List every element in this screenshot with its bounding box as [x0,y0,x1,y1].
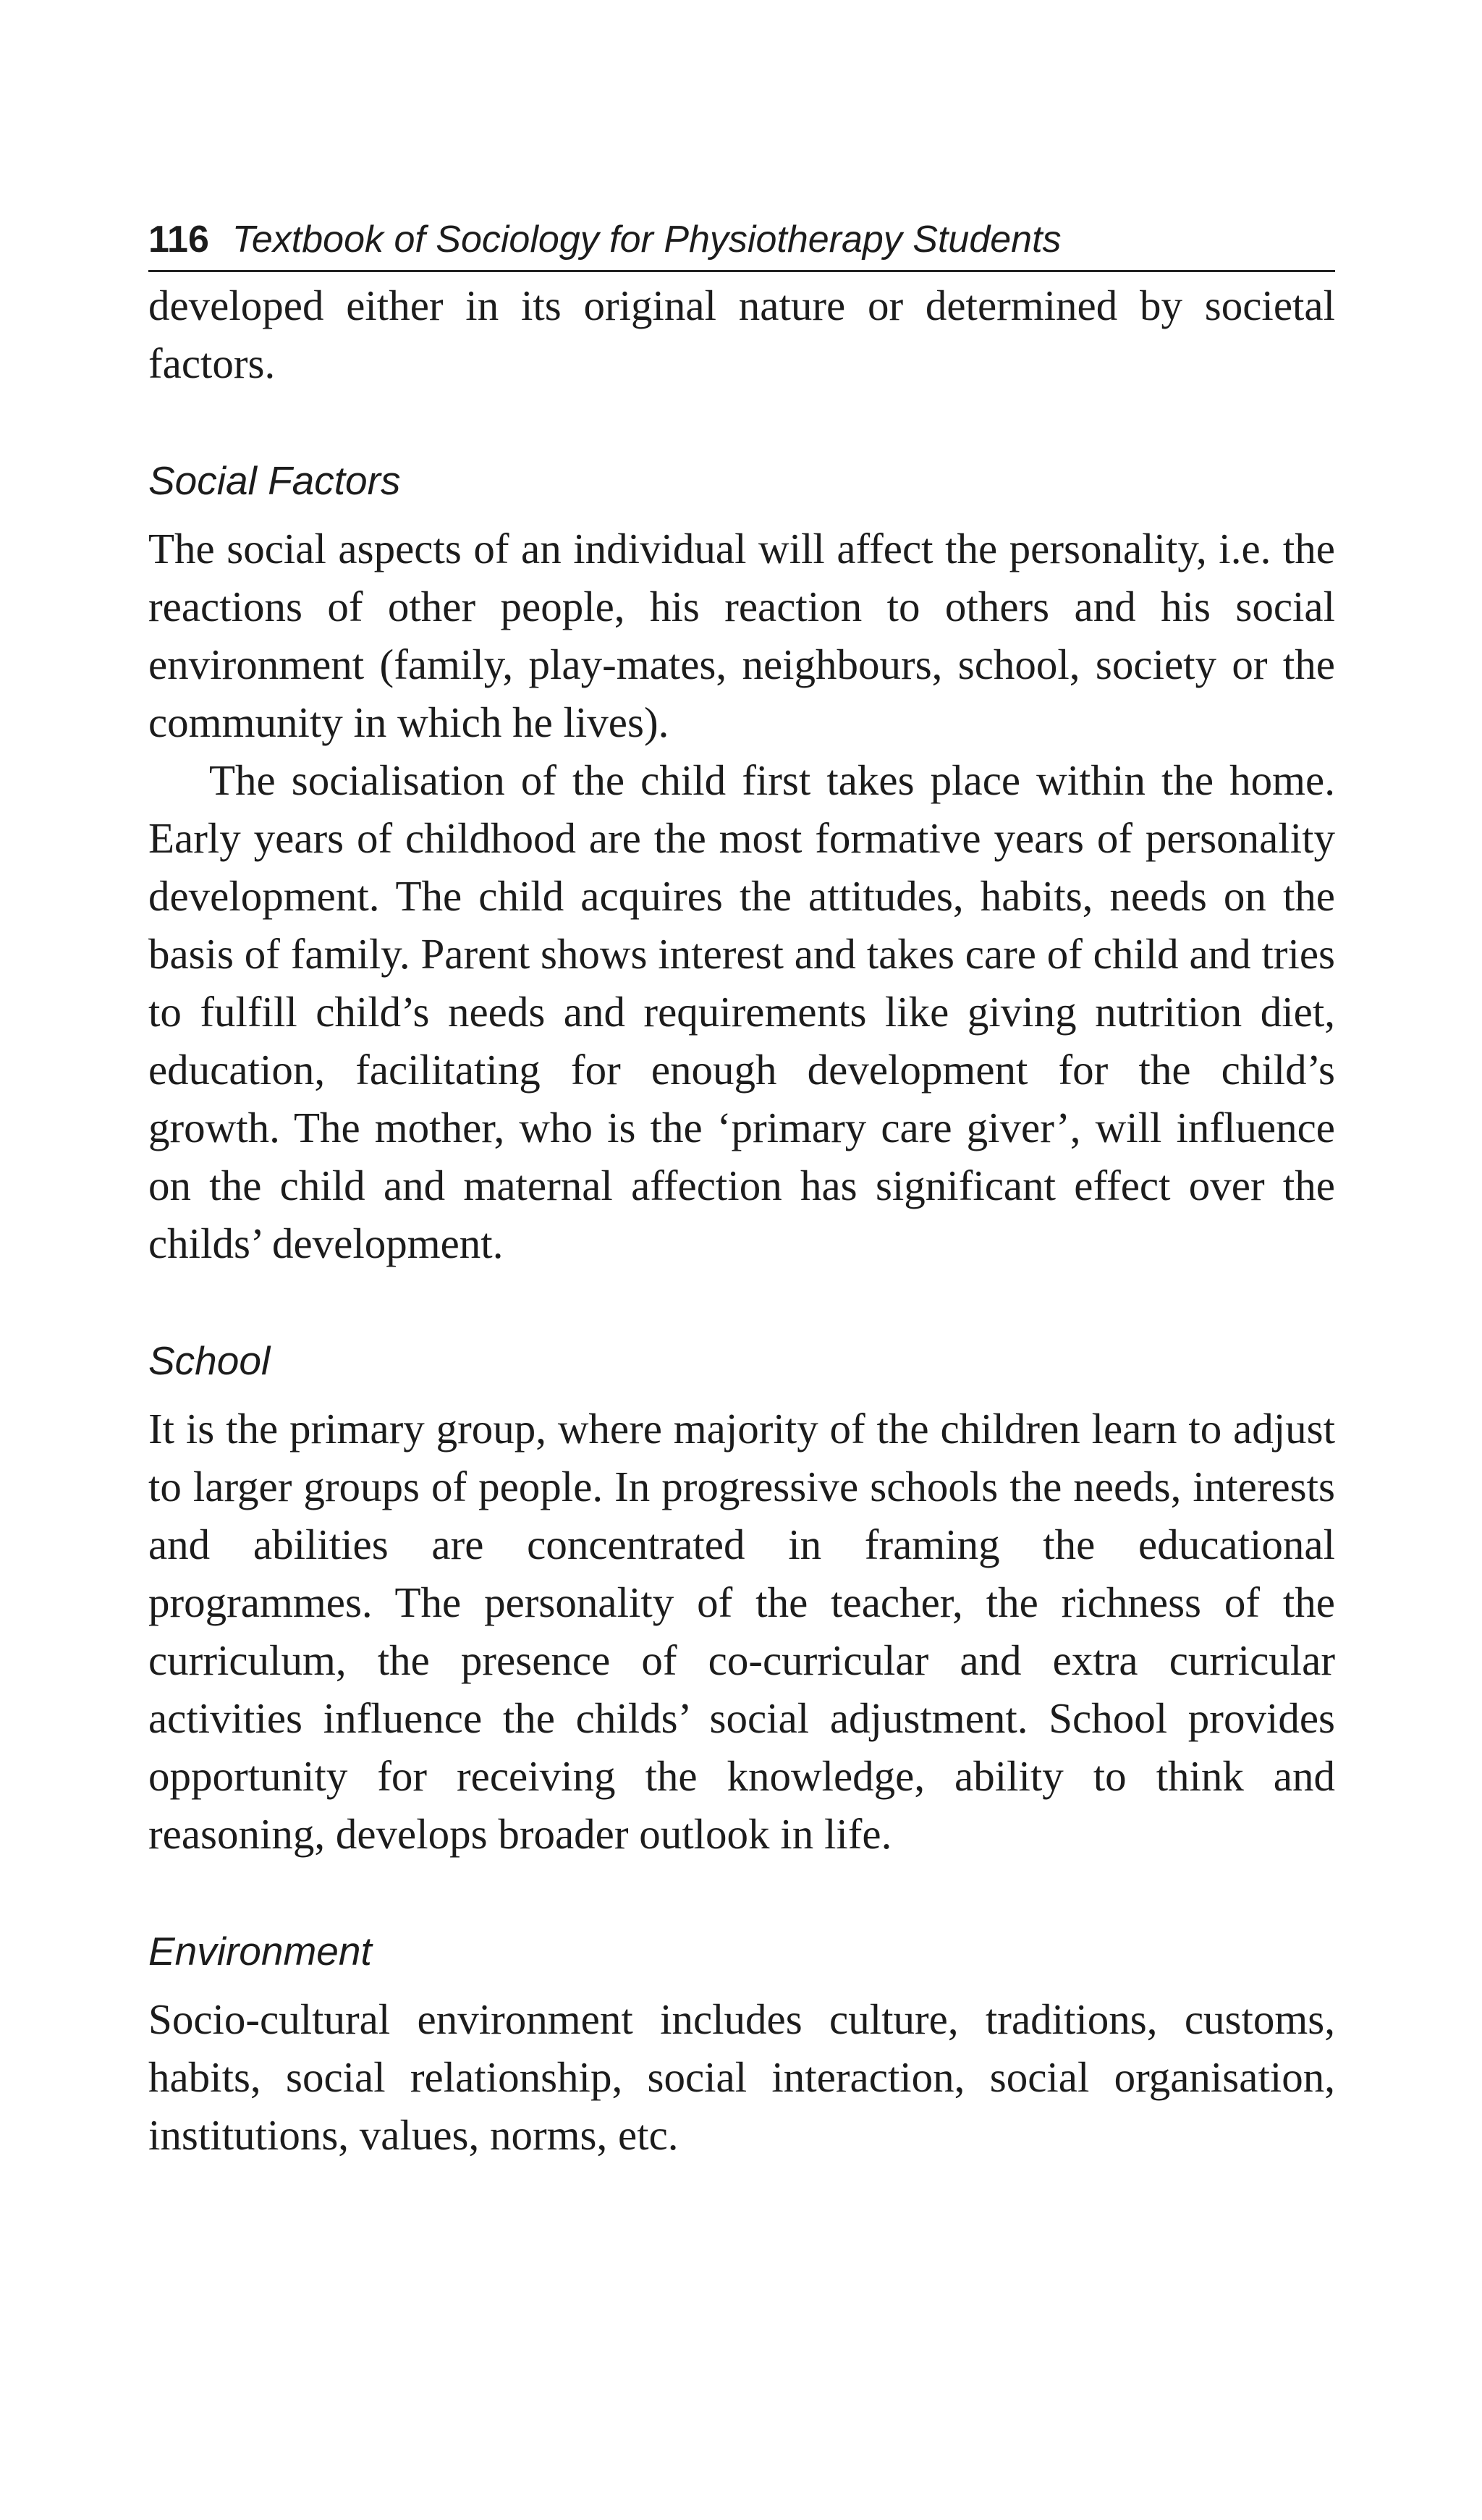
running-header [148,213,1335,272]
section-heading-environment: Environment [148,1929,372,1974]
page-number: 116 [148,219,209,261]
section-heading-school: School [148,1338,271,1383]
paragraph-social-factors-1: The social aspects of an individual will affect the personality, i.e. the reactions of other people, his reaction to others and his social environment (family, play-mates, neighbours, school, society or the community in which he lives). [148,525,1335,746]
intro-paragraph: developed either in its original nature or determined by societal factors. [148,282,1335,387]
book-title: Textbook of Sociology for Physiotherapy Students [232,219,1062,261]
book-page [148,213,1335,2164]
paragraph-environment-1: Socio-cultural environment includes culture, traditions, customs, habits, social relationship, social interaction, social organisation, institutions, values, norms, etc. [148,1995,1335,2159]
section-heading-social-factors: Social Factors [148,458,401,503]
paragraph-school-1: It is the primary group, where majority of the children learn to adjust to larger groups of people. In progressive schools the needs, interests and abilities are concentrated in framing the educational programmes. The personality of the teacher, the richness of the curriculum, the presence of co-curricular and extra curricular activities influence the childs’ social adjustment. School provides opportunity for receiving the knowledge, ability to think and reasoning, develops broader outlook in life. [148,1405,1335,1858]
paragraph-social-factors-2: The socialisation of the child first takes place within the home. Early years of childhood are the most formative years of personality development. The child acquires the attitudes, habits, needs on the basis of family. Parent shows interest and takes care of child and tries to fulfill child’s needs and requirements like giving nutrition diet, education, facilitating for enough development for the child’s growth. The mother, who is the ‘primary care giver’, will influence on the child and maternal affection has significant effect over the childs’ development. [148,756,1335,1267]
